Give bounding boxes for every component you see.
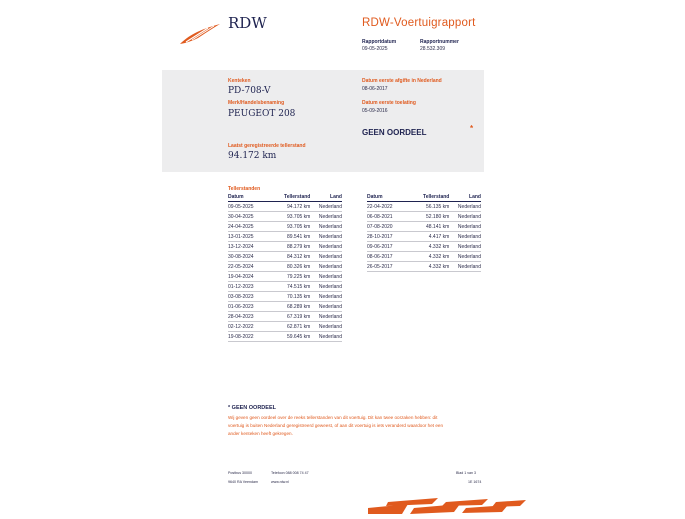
cell-km: 59.645 km [272, 332, 316, 342]
cell-date: 19-04-2024 [228, 272, 272, 282]
table-row [228, 252, 342, 262]
cell-date: 22-05-2024 [228, 262, 272, 272]
cell-km: 4.417 km [411, 232, 455, 242]
cell-date: 01-06-2023 [228, 302, 272, 312]
col-country: Land [316, 193, 342, 202]
cell-date: 28-04-2023 [228, 312, 272, 322]
table-row [228, 322, 342, 332]
footer-code: 1E 1674 [468, 480, 482, 484]
cell-country: Nederland [316, 322, 342, 332]
table-header-row [228, 193, 342, 202]
table-row [228, 272, 342, 282]
cell-date: 22-04-2022 [367, 202, 411, 212]
cell-country: Nederland [316, 252, 342, 262]
odometer-table-left [228, 193, 342, 342]
cell-country: Nederland [455, 202, 481, 212]
make-label: Merk/Handelsbenaming [228, 100, 285, 106]
table-row [367, 242, 481, 252]
decorative-stripes-icon [368, 498, 528, 514]
col-km: Tellerstand [411, 193, 455, 202]
cell-km: 4.332 km [411, 262, 455, 272]
footer-phone: Telefoon 088 008 74 47 [271, 471, 309, 475]
table-row [228, 222, 342, 232]
table-row [228, 312, 342, 322]
cell-km: 68.289 km [272, 302, 316, 312]
cell-km: 70.135 km [272, 292, 316, 302]
table-row [367, 232, 481, 242]
report-date: 09-05-2025 [362, 46, 388, 52]
table-row [228, 262, 342, 272]
cell-date: 13-01-2025 [228, 232, 272, 242]
last-odometer-label: Laatst geregistreerde tellerstand [228, 143, 306, 149]
cell-country: Nederland [455, 212, 481, 222]
table-row [228, 332, 342, 342]
cell-country: Nederland [455, 242, 481, 252]
verdict-marker: * [470, 124, 474, 133]
table-row [228, 302, 342, 312]
report-number-label: Rapportnummer [420, 39, 459, 45]
cell-km: 4.332 km [411, 252, 455, 262]
table-row [367, 222, 481, 232]
footer-page: Blad 1 van 3 [456, 471, 476, 475]
cell-km: 79.225 km [272, 272, 316, 282]
report-number: 28.532.309 [420, 46, 446, 52]
cell-date: 19-08-2022 [228, 332, 272, 342]
cell-country: Nederland [455, 232, 481, 242]
cell-date: 30-04-2025 [228, 212, 272, 222]
col-date: Datum [367, 193, 411, 202]
table-row [228, 202, 342, 212]
cell-km: 52.180 km [411, 212, 455, 222]
cell-km: 84.312 km [272, 252, 316, 262]
cell-country: Nederland [455, 262, 481, 272]
cell-country: Nederland [316, 212, 342, 222]
cell-km: 89.541 km [272, 232, 316, 242]
table-header-row [367, 193, 481, 202]
cell-date: 06-08-2021 [367, 212, 411, 222]
report-date-label: Rapportdatum [362, 39, 397, 45]
footer-address-2: 9640 RA Veendam [228, 480, 258, 484]
first-admission: 05-09-2016 [362, 108, 388, 114]
cell-date: 28-10-2017 [367, 232, 411, 242]
rdw-logo-icon [178, 22, 222, 46]
cell-country: Nederland [316, 232, 342, 242]
cell-km: 4.332 km [411, 242, 455, 252]
plate-label: Kenteken [228, 78, 251, 84]
cell-date: 08-06-2017 [367, 252, 411, 262]
cell-country: Nederland [316, 272, 342, 282]
note-line-1: Wij geven geen oordeel over de reeks tellerstanden van dit voertuig. Dit kan twee oorzaken hebben: dit [228, 415, 438, 420]
col-km: Tellerstand [272, 193, 316, 202]
table-row [228, 232, 342, 242]
last-odometer-value: 94.172 km [228, 151, 277, 161]
cell-km: 62.871 km [272, 322, 316, 332]
cell-country: Nederland [316, 312, 342, 322]
table-row [367, 262, 481, 272]
note-line-3: ander kenteken heeft gekregen. [228, 431, 293, 436]
table-row [367, 212, 481, 222]
cell-km: 56.135 km [411, 202, 455, 212]
cell-country: Nederland [316, 202, 342, 212]
plate-value: PD-708-V [228, 86, 271, 96]
cell-date: 02-12-2022 [228, 322, 272, 332]
cell-date: 13-12-2024 [228, 242, 272, 252]
first-admission-nl: 08-06-2017 [362, 86, 388, 92]
cell-country: Nederland [316, 332, 342, 342]
cell-country: Nederland [316, 292, 342, 302]
vehicle-summary-panel [162, 70, 484, 172]
col-date: Datum [228, 193, 272, 202]
footer-website: www.rdw.nl [271, 480, 289, 484]
cell-km: 88.279 km [272, 242, 316, 252]
note-line-2: voertuig is buiten Nederland geregistreerd geweest, of aan dit voertuig is iets veranderd waardoor het een [228, 423, 444, 428]
verdict: GEEN OORDEEL [362, 128, 427, 137]
cell-country: Nederland [316, 302, 342, 312]
report-title: RDW-Voertuigrapport [362, 17, 476, 29]
table-row [367, 252, 481, 262]
cell-country: Nederland [316, 262, 342, 272]
cell-date: 03-08-2023 [228, 292, 272, 302]
first-admission-nl-label: Datum eerste afgifte in Nederland [362, 78, 442, 84]
cell-km: 67.319 km [272, 312, 316, 322]
first-admission-label: Datum eerste toelating [362, 100, 416, 106]
cell-date: 30-08-2024 [228, 252, 272, 262]
table-row [228, 212, 342, 222]
cell-km: 48.141 km [411, 222, 455, 232]
cell-km: 93.705 km [272, 222, 316, 232]
cell-date: 09-06-2017 [367, 242, 411, 252]
col-country: Land [455, 193, 481, 202]
footer-address-1: Postbus 30000 [228, 471, 252, 475]
make-value: PEUGEOT 208 [228, 109, 296, 119]
table-row [228, 292, 342, 302]
cell-country: Nederland [455, 222, 481, 232]
cell-country: Nederland [316, 222, 342, 232]
cell-date: 09-05-2025 [228, 202, 272, 212]
cell-km: 94.172 km [272, 202, 316, 212]
cell-km: 80.326 km [272, 262, 316, 272]
odometer-section-title: Tellerstanden [228, 186, 261, 192]
table-row [228, 282, 342, 292]
cell-date: 24-04-2025 [228, 222, 272, 232]
table-row [228, 242, 342, 252]
cell-date: 26-05-2017 [367, 262, 411, 272]
brand-name: RDW [228, 14, 267, 32]
table-row [367, 202, 481, 212]
cell-country: Nederland [455, 252, 481, 262]
cell-km: 74.515 km [272, 282, 316, 292]
cell-date: 01-12-2023 [228, 282, 272, 292]
cell-km: 93.705 km [272, 212, 316, 222]
cell-date: 07-08-2020 [367, 222, 411, 232]
note-title: * GEEN OORDEEL [228, 405, 276, 411]
odometer-table-right [367, 193, 481, 272]
cell-country: Nederland [316, 282, 342, 292]
cell-country: Nederland [316, 242, 342, 252]
